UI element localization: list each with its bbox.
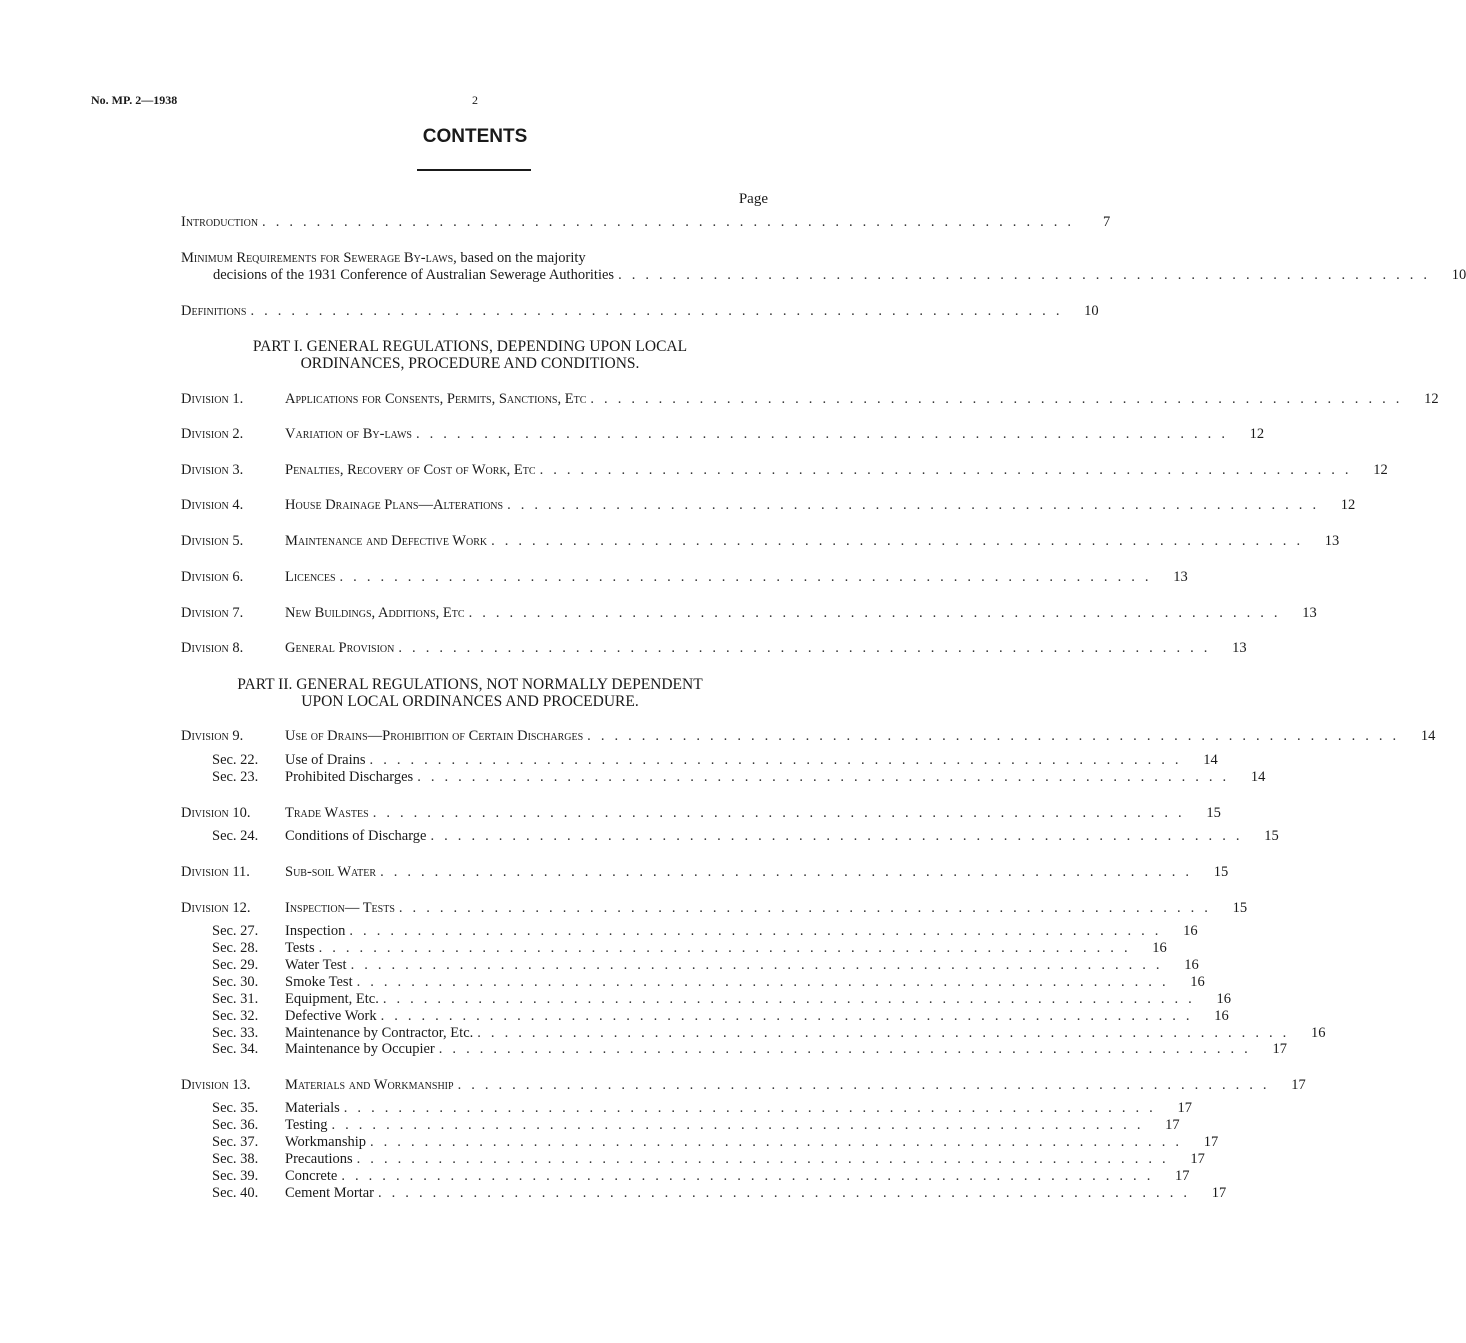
division-title: Maintenance and Defective Work (285, 533, 488, 549)
section-label: Sec. 34. (212, 1041, 259, 1057)
division-label: Division 12. (181, 900, 251, 916)
toc-section[interactable] (181, 1168, 1190, 1185)
dot-leader: . . . . . . . . . . . . . . . . . . . . . . . . . . . . . . . . . . . . . . . . . . . . . . . . . . . . . . . . . . . . (457, 1077, 1270, 1093)
dot-leader: . . . . . . . . . . . . . . . . . . . . . . . . . . . . . . . . . . . . . . . . . . . . . . . . . . . . . . . . . . . . (331, 1117, 1144, 1133)
division-page: 12 (1340, 497, 1356, 513)
division-title: Applications for Consents, Permits, Sanctions, Etc (285, 391, 587, 407)
toc-section[interactable] (181, 1151, 1205, 1168)
toc-section[interactable] (181, 1041, 1287, 1058)
dot-leader: . . . . . . . . . . . . . . . . . . . . . . . . . . . . . . . . . . . . . . . . . . . . . . . . . . . . . . . . . . . . (356, 1151, 1169, 1167)
division-title: Trade Wastes (285, 805, 369, 821)
section-page: 16 (1184, 957, 1199, 973)
section-title: Defective Work (285, 1008, 377, 1024)
division-title: Licences (285, 569, 336, 585)
section-page: 16 (1310, 1025, 1326, 1041)
section-page: 17 (1175, 1168, 1190, 1184)
division-title: Sub-soil Water (285, 864, 377, 880)
dot-leader: . . . . . . . . . . . . . . . . . . . . . . . . . . . . . . . . . . . . . . . . . . . . . . . . . . . . . . . . . . . . (341, 1168, 1154, 1184)
toc-division[interactable] (181, 462, 1388, 479)
division-label: Division 10. (181, 805, 251, 821)
toc-division[interactable] (181, 640, 1247, 657)
section-page: 17 (1177, 1100, 1192, 1116)
section-page: 16 (1216, 991, 1232, 1007)
division-page: 15 (1206, 805, 1221, 821)
division-label: Division 4. (181, 497, 244, 513)
dot-leader: . . . . . . . . . . . . . . . . . . . . . . . . . . . . . . . . . . . . . . . . . . . . . . . . . . . . . . . . . . . . (587, 728, 1400, 744)
dot-leader: . . . . . . . . . . . . . . . . . . . . . . . . . . . . . . . . . . . . . . . . . . . . . . . . . . . . . . . . . . . . (380, 1008, 1193, 1024)
toc-entry-definitions[interactable] (181, 303, 1099, 320)
division-page: 15 (1232, 900, 1248, 916)
section-title: Workmanship (285, 1134, 366, 1150)
division-title: Inspection— Tests (285, 900, 395, 916)
division-title: Use of Drains—Prohibition of Certain Discharges (285, 728, 584, 744)
dot-leader: . . . . . . . . . . . . . . . . . . . . . . . . . . . . . . . . . . . . . . . . . . . . . . . . . . . . . . . . . . . . (356, 974, 1169, 990)
section-label: Sec. 31. (212, 991, 259, 1007)
section-label: Sec. 33. (212, 1025, 259, 1041)
toc-section[interactable] (181, 991, 1232, 1008)
section-page: 16 (1214, 1008, 1229, 1024)
entry-title-continued: decisions of the 1931 Conference of Australian Sewerage Authorities (213, 267, 615, 283)
section-page: 14 (1203, 752, 1218, 768)
section-label: Sec. 23. (212, 769, 259, 785)
section-title: Inspection (285, 923, 346, 939)
section-label: Sec. 29. (212, 957, 259, 973)
dot-leader: . . . . . . . . . . . . . . . . . . . . . . . . . . . . . . . . . . . . . . . . . . . . . . . . . . . . . . . . . . . . (369, 752, 1182, 768)
section-page: 16 (1183, 923, 1198, 939)
toc-division[interactable] (181, 533, 1340, 550)
dot-leader: . . . . . . . . . . . . . . . . . . . . . . . . . . . . . . . . . . . . . . . . . . . . . . . . . . . . . . . . . . . . (262, 214, 1075, 230)
section-label: Sec. 28. (212, 940, 259, 956)
section-page: 17 (1203, 1134, 1219, 1150)
dot-leader: . . . . . . . . . . . . . . . . . . . . . . . . . . . . . . . . . . . . . . . . . . . . . . . . . . . . . . . . . . . . (382, 991, 1196, 1007)
section-title: Use of Drains (285, 752, 366, 768)
division-page: 13 (1232, 640, 1247, 656)
dot-leader: . . . . . . . . . . . . . . . . . . . . . . . . . . . . . . . . . . . . . . . . . . . . . . . . . . . . . . . . . . . . (430, 828, 1243, 844)
dot-leader: . . . . . . . . . . . . . . . . . . . . . . . . . . . . . . . . . . . . . . . . . . . . . . . . . . . . . . . . . . . . (370, 1134, 1183, 1150)
entry-title: Introduction (181, 214, 259, 230)
toc-division[interactable] (181, 728, 1436, 745)
division-label: Division 13. (181, 1077, 251, 1093)
section-label: Sec. 35. (212, 1100, 259, 1116)
toc-section[interactable] (181, 752, 1218, 769)
section-page: 14 (1250, 769, 1266, 785)
toc-section[interactable] (181, 1008, 1229, 1025)
dot-leader: . . . . . . . . . . . . . . . . . . . . . . . . . . . . . . . . . . . . . . . . . . . . . . . . . . . . . . . . . . . . (398, 640, 1211, 656)
toc-division[interactable] (181, 900, 1248, 917)
division-page: 13 (1302, 605, 1317, 621)
section-page: 16 (1152, 940, 1167, 956)
division-page: 15 (1213, 864, 1229, 880)
toc-division[interactable] (181, 805, 1221, 822)
entry-page: 7 (1102, 214, 1111, 230)
dot-leader: . . . . . . . . . . . . . . . . . . . . . . . . . . . . . . . . . . . . . . . . . . . . . . . . . . . . . . . . . . . . (398, 900, 1212, 916)
toc-section[interactable] (181, 769, 1266, 786)
entry-title: Definitions (181, 303, 247, 319)
division-label: Division 3. (181, 462, 244, 478)
division-label: Division 1. (181, 391, 244, 407)
division-label: Division 2. (181, 426, 244, 442)
toc-section[interactable] (181, 1025, 1326, 1042)
dot-leader: . . . . . . . . . . . . . . . . . . . . . . . . . . . . . . . . . . . . . . . . . . . . . . . . . . . . . . . . . . . . (417, 769, 1230, 785)
section-title: Maintenance by Contractor, Etc. (285, 1025, 474, 1041)
division-page: 13 (1324, 533, 1340, 549)
dot-leader: . . . . . . . . . . . . . . . . . . . . . . . . . . . . . . . . . . . . . . . . . . . . . . . . . . . . . . . . . . . . (350, 957, 1163, 973)
section-page: 16 (1190, 974, 1205, 990)
entry-title-rest: , based on the majority (453, 250, 586, 266)
section-page: 17 (1190, 1151, 1205, 1167)
dot-leader: . . . . . . . . . . . . . . . . . . . . . . . . . . . . . . . . . . . . . . . . . . . . . . . . . . . . . . . . . . . . (539, 462, 1352, 478)
section-title: Materials (285, 1100, 340, 1116)
section-title: Testing (285, 1117, 328, 1133)
dot-leader: . . . . . . . . . . . . . . . . . . . . . . . . . . . . . . . . . . . . . . . . . . . . . . . . . . . . . . . . . . . . (477, 1025, 1290, 1041)
section-title: Concrete (285, 1168, 338, 1184)
toc-section[interactable] (181, 828, 1279, 845)
entry-page: 10 (1451, 267, 1466, 283)
toc-section[interactable] (181, 957, 1199, 974)
toc-section[interactable] (181, 1117, 1180, 1134)
division-title: Penalties, Recovery of Cost of Work, Etc (285, 462, 536, 478)
dot-leader: . . . . . . . . . . . . . . . . . . . . . . . . . . . . . . . . . . . . . . . . . . . . . . . . . . . . . . . . . . . . (618, 267, 1431, 283)
toc-division[interactable] (181, 1077, 1306, 1094)
section-page: 17 (1165, 1117, 1180, 1133)
section-label: Sec. 32. (212, 1008, 259, 1024)
toc-section[interactable] (181, 1134, 1219, 1151)
division-page: 17 (1291, 1077, 1306, 1093)
section-label: Sec. 30. (212, 974, 259, 990)
toc-division[interactable] (181, 497, 1356, 514)
dot-leader: . . . . . . . . . . . . . . . . . . . . . . . . . . . . . . . . . . . . . . . . . . . . . . . . . . . . . . . . . . . . (318, 940, 1131, 956)
section-label: Sec. 36. (212, 1117, 259, 1133)
dot-leader: . . . . . . . . . . . . . . . . . . . . . . . . . . . . . . . . . . . . . . . . . . . . . . . . . . . . . . . . . . . . (380, 864, 1193, 880)
dot-leader: . . . . . . . . . . . . . . . . . . . . . . . . . . . . . . . . . . . . . . . . . . . . . . . . . . . . . . . . . . . . (343, 1100, 1156, 1116)
division-page: 12 (1249, 426, 1265, 442)
dot-leader: . . . . . . . . . . . . . . . . . . . . . . . . . . . . . . . . . . . . . . . . . . . . . . . . . . . . . . . . . . . . (438, 1041, 1251, 1057)
title-underline (417, 169, 531, 171)
entry-title: Minimum Requirements for Sewerage By-laws (181, 250, 454, 266)
section-title: Water Test (285, 957, 347, 973)
toc-division[interactable] (181, 391, 1439, 408)
division-page: 13 (1173, 569, 1188, 585)
dot-leader: . . . . . . . . . . . . . . . . . . . . . . . . . . . . . . . . . . . . . . . . . . . . . . . . . . . . . . . . . . . . (349, 923, 1162, 939)
toc-division[interactable] (181, 426, 1265, 443)
part-heading-line: UPON LOCAL ORDINANCES AND PROCEDURE. (301, 693, 639, 710)
toc-section[interactable] (181, 940, 1167, 957)
division-title: House Drainage Plans—Alterations (285, 497, 504, 513)
entry-page: 10 (1084, 303, 1099, 319)
part-heading-line: PART I. GENERAL REGULATIONS, DEPENDING UPON LOCAL (252, 338, 688, 355)
division-page: 12 (1424, 391, 1439, 407)
toc-section[interactable] (181, 1185, 1227, 1202)
document-number: No. MP. 2—1938 (91, 93, 178, 107)
section-title: Equipment, Etc. (285, 991, 379, 1007)
section-page: 17 (1211, 1185, 1227, 1201)
section-title: Maintenance by Occupier (285, 1041, 435, 1057)
dot-leader: . . . . . . . . . . . . . . . . . . . . . . . . . . . . . . . . . . . . . . . . . . . . . . . . . . . . . . . . . . . . (372, 805, 1185, 821)
dot-leader: . . . . . . . . . . . . . . . . . . . . . . . . . . . . . . . . . . . . . . . . . . . . . . . . . . . . . . . . . . . . (339, 569, 1152, 585)
section-title: Tests (285, 940, 315, 956)
division-title: Materials and Workmanship (285, 1077, 454, 1093)
section-page: 17 (1272, 1041, 1287, 1057)
toc-division[interactable] (181, 569, 1188, 586)
dot-leader: . . . . . . . . . . . . . . . . . . . . . . . . . . . . . . . . . . . . . . . . . . . . . . . . . . . . . . . . . . . . (378, 1185, 1191, 1201)
section-label: Sec. 40. (212, 1185, 259, 1201)
toc-division[interactable] (181, 605, 1317, 622)
page-column-label: Page (738, 191, 768, 207)
dot-leader: . . . . . . . . . . . . . . . . . . . . . . . . . . . . . . . . . . . . . . . . . . . . . . . . . . . . . . . . . . . . (415, 426, 1229, 442)
toc-section[interactable] (181, 974, 1205, 991)
toc-entry-introduction[interactable] (181, 214, 1111, 231)
part-heading-line: ORDINANCES, PROCEDURE AND CONDITIONS. (300, 355, 640, 372)
division-label: Division 5. (181, 533, 244, 549)
dot-leader: . . . . . . . . . . . . . . . . . . . . . . . . . . . . . . . . . . . . . . . . . . . . . . . . . . . . . . . . . . . . (468, 605, 1281, 621)
section-label: Sec. 27. (212, 923, 259, 939)
division-title: Variation of By-laws (285, 426, 412, 442)
division-label: Division 6. (181, 569, 244, 585)
page-title: CONTENTS (422, 126, 528, 147)
division-label: Division 8. (181, 640, 244, 656)
section-page: 15 (1264, 828, 1279, 844)
division-page: 12 (1373, 462, 1388, 478)
section-label: Sec. 38. (212, 1151, 259, 1167)
page-number: 2 (472, 93, 478, 107)
division-page: 14 (1420, 728, 1436, 744)
part-heading (181, 676, 759, 710)
section-title: Smoke Test (285, 974, 353, 990)
toc-section[interactable] (181, 1100, 1192, 1117)
part-heading (181, 338, 759, 372)
section-title: Conditions of Discharge (285, 828, 427, 844)
section-label: Sec. 24. (212, 828, 259, 844)
section-label: Sec. 39. (212, 1168, 259, 1184)
dot-leader: . . . . . . . . . . . . . . . . . . . . . . . . . . . . . . . . . . . . . . . . . . . . . . . . . . . . . . . . . . . . (491, 533, 1304, 549)
section-title: Precautions (285, 1151, 353, 1167)
dot-leader: . . . . . . . . . . . . . . . . . . . . . . . . . . . . . . . . . . . . . . . . . . . . . . . . . . . . . . . . . . . . (250, 303, 1063, 319)
division-label: Division 11. (181, 864, 250, 880)
division-label: Division 9. (181, 728, 244, 744)
toc-section[interactable] (181, 923, 1198, 940)
section-title: Cement Mortar (285, 1185, 374, 1201)
division-title: New Buildings, Additions, Etc (285, 605, 465, 621)
division-title: General Provision (285, 640, 395, 656)
section-label: Sec. 22. (212, 752, 259, 768)
part-heading-line: PART II. GENERAL REGULATIONS, NOT NORMALLY DEPENDENT (237, 676, 703, 693)
dot-leader: . . . . . . . . . . . . . . . . . . . . . . . . . . . . . . . . . . . . . . . . . . . . . . . . . . . . . . . . . . . . (590, 391, 1403, 407)
toc-division[interactable] (181, 864, 1229, 881)
dot-leader: . . . . . . . . . . . . . . . . . . . . . . . . . . . . . . . . . . . . . . . . . . . . . . . . . . . . . . . . . . . . (507, 497, 1320, 513)
section-label: Sec. 37. (212, 1134, 259, 1150)
section-title: Prohibited Discharges (285, 769, 414, 785)
toc-entry-minimum-requirements[interactable] (181, 250, 1466, 284)
division-label: Division 7. (181, 605, 244, 621)
